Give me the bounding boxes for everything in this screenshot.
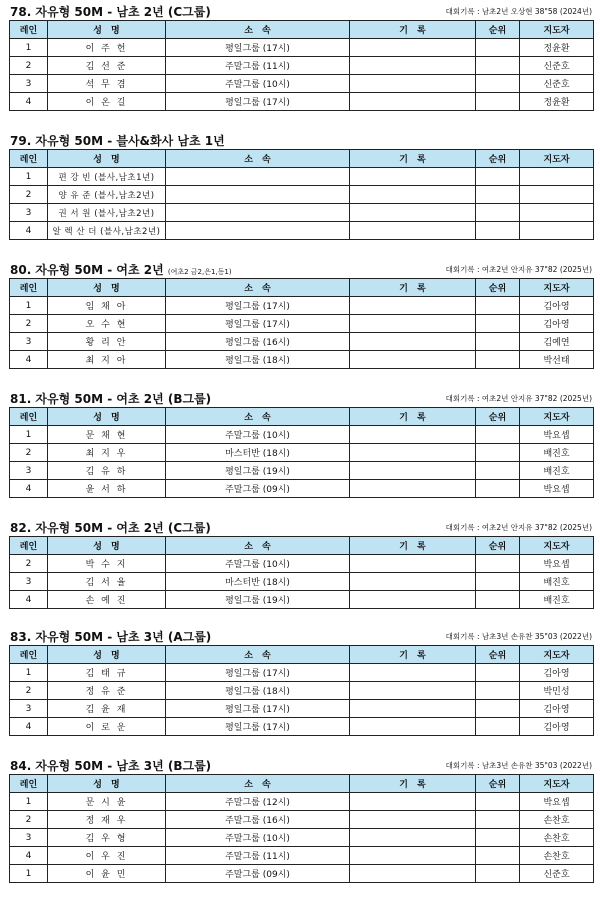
team-cell: 주말그룹 (10시) [166,829,350,847]
column-header-name: 성 명 [48,537,166,555]
column-header-record: 기 록 [350,537,476,555]
team-cell: 평일그룹 (17시) [166,700,350,718]
rank-cell [476,700,520,718]
column-header-lane: 레인 [10,21,48,39]
rank-cell [476,333,520,351]
team-cell: 평일그룹 (17시) [166,664,350,682]
event-block [9,131,593,240]
name-cell: 정 재 우 [48,811,166,829]
rank-cell [476,444,520,462]
column-header-team: 소 속 [166,775,350,793]
name-cell: 박 수 지 [48,555,166,573]
coach-cell: 신준호 [520,75,594,93]
name-cell: 이 우 진 [48,847,166,865]
name-cell: 정 유 준 [48,682,166,700]
meet-record: 대회기록 : 여초2년 안지유 37"82 (2025년) [445,265,592,274]
lane-cell: 2 [10,444,48,462]
team-cell: 주말그룹 (10시) [166,426,350,444]
record-cell [350,700,476,718]
lane-cell: 4 [10,222,48,240]
record-cell [350,847,476,865]
event-block [9,389,593,498]
record-cell [350,39,476,57]
coach-cell: 김아영 [520,700,594,718]
coach-cell: 정윤환 [520,93,594,111]
event-block [9,260,593,369]
team-cell: 주말그룹 (10시) [166,75,350,93]
column-header-record: 기 록 [350,408,476,426]
header-row [10,537,594,555]
name-cell: 김 태 규 [48,664,166,682]
coach-cell: 손찬호 [520,847,594,865]
column-header-rank: 순위 [476,21,520,39]
table-row [10,462,594,480]
name-cell: 김 서 율 [48,573,166,591]
record-cell [350,718,476,736]
heat-table [9,20,594,111]
team-cell [166,168,350,186]
team-cell: 평일그룹 (17시) [166,297,350,315]
team-cell: 마스터반 (18시) [166,573,350,591]
rank-cell [476,480,520,498]
column-header-rank: 순위 [476,408,520,426]
table-row [10,315,594,333]
heat-table [9,774,594,883]
coach-cell: 신준호 [520,865,594,883]
column-header-record: 기 록 [350,646,476,664]
lane-cell: 4 [10,591,48,609]
lane-cell: 2 [10,57,48,75]
meet-record: 대회기록 : 남초2년 오상현 38"58 (2024년) [445,7,592,16]
lane-cell: 1 [10,297,48,315]
column-header-name: 성 명 [48,279,166,297]
name-cell: 김 유 하 [48,462,166,480]
name-cell: 이 로 운 [48,718,166,736]
lane-cell: 3 [10,829,48,847]
column-header-name: 성 명 [48,646,166,664]
column-header-record: 기 록 [350,279,476,297]
header-row [10,21,594,39]
coach-cell: 김예연 [520,333,594,351]
name-cell: 문 시 윤 [48,793,166,811]
rank-cell [476,811,520,829]
coach-cell: 배진호 [520,573,594,591]
event-title-text: 81. 자유형 50M - 여초 2년 (B그룹) [10,392,212,406]
record-cell [350,793,476,811]
column-header-coach: 지도자 [520,408,594,426]
event-block [9,756,593,883]
table-row [10,57,594,75]
table-row [10,591,594,609]
lane-cell: 4 [10,480,48,498]
rank-cell [476,57,520,75]
rank-cell [476,297,520,315]
column-header-lane: 레인 [10,775,48,793]
lane-cell: 4 [10,847,48,865]
team-cell: 평일그룹 (18시) [166,351,350,369]
record-cell [350,426,476,444]
table-row [10,168,594,186]
column-header-team: 소 속 [166,21,350,39]
name-cell: 석 무 겸 [48,75,166,93]
column-header-rank: 순위 [476,775,520,793]
event-title [10,628,211,645]
meet-record: 대회기록 : 여초2년 안지유 37"82 (2025년) [445,394,592,403]
event-title-text: 84. 자유형 50M - 남초 3년 (B그룹) [10,759,212,773]
rank-cell [476,351,520,369]
rank-cell [476,426,520,444]
name-cell: 최 지 우 [48,444,166,462]
table-row [10,793,594,811]
rank-cell [476,168,520,186]
event-header [9,2,593,20]
rank-cell [476,847,520,865]
event-title-text: 79. 자유형 50M - 블사&화사 남초 1년 [10,134,225,148]
coach-cell: 신준호 [520,57,594,75]
name-cell: 이 윤 민 [48,865,166,883]
lane-cell: 4 [10,93,48,111]
event-title [10,757,211,774]
coach-cell: 정윤환 [520,39,594,57]
name-cell: 임 채 아 [48,297,166,315]
event-header [9,131,593,149]
lane-cell: 3 [10,573,48,591]
event-title [10,261,232,278]
table-row [10,444,594,462]
name-cell: 권 서 원 (블사,남초2년) [48,204,166,222]
table-row [10,333,594,351]
rank-cell [476,204,520,222]
header-row [10,408,594,426]
name-cell: 이 온 길 [48,93,166,111]
meet-record: 대회기록 : 여초2년 안지유 37"82 (2025년) [445,523,592,532]
event-subtitle: (여초2 금2,은1,동1) [167,268,232,276]
table-row [10,664,594,682]
column-header-coach: 지도자 [520,150,594,168]
table-row [10,204,594,222]
event-title-text: 82. 자유형 50M - 여초 2년 (C그룹) [10,521,211,535]
event-title-text: 80. 자유형 50M - 여초 2년 [10,263,164,277]
table-row [10,297,594,315]
record-cell [350,222,476,240]
coach-cell: 김아영 [520,664,594,682]
table-row [10,75,594,93]
team-cell: 평일그룹 (17시) [166,718,350,736]
record-cell [350,168,476,186]
lane-cell: 1 [10,168,48,186]
record-cell [350,351,476,369]
table-row [10,718,594,736]
rank-cell [476,555,520,573]
team-cell: 주말그룹 (12시) [166,793,350,811]
team-cell: 평일그룹 (19시) [166,591,350,609]
column-header-team: 소 속 [166,279,350,297]
name-cell: 황 리 안 [48,333,166,351]
lane-cell: 4 [10,351,48,369]
rank-cell [476,664,520,682]
column-header-lane: 레인 [10,279,48,297]
event-title [10,519,211,536]
column-header-name: 성 명 [48,21,166,39]
table-row [10,682,594,700]
event-title-text: 78. 자유형 50M - 남초 2년 (C그룹) [10,5,211,19]
rank-cell [476,222,520,240]
column-header-lane: 레인 [10,646,48,664]
team-cell: 평일그룹 (17시) [166,93,350,111]
header-row [10,150,594,168]
name-cell: 김 윤 재 [48,700,166,718]
event-header [9,389,593,407]
team-cell: 평일그룹 (16시) [166,333,350,351]
rank-cell [476,462,520,480]
lane-cell: 3 [10,204,48,222]
team-cell: 마스터반 (18시) [166,444,350,462]
team-cell: 주말그룹 (10시) [166,555,350,573]
lane-cell: 1 [10,793,48,811]
coach-cell: 김아영 [520,315,594,333]
column-header-name: 성 명 [48,408,166,426]
record-cell [350,480,476,498]
coach-cell [520,168,594,186]
meet-record: 대회기록 : 남초3년 손유찬 35"03 (2022년) [445,761,592,770]
rank-cell [476,682,520,700]
name-cell: 편 강 빈 (블사,남초1년) [48,168,166,186]
table-row [10,351,594,369]
team-cell [166,186,350,204]
record-cell [350,444,476,462]
team-cell: 평일그룹 (19시) [166,462,350,480]
record-cell [350,315,476,333]
coach-cell: 박요셉 [520,480,594,498]
team-cell: 주말그룹 (09시) [166,480,350,498]
column-header-coach: 지도자 [520,775,594,793]
team-cell: 주말그룹 (11시) [166,57,350,75]
coach-cell [520,222,594,240]
event-header [9,518,593,536]
column-header-coach: 지도자 [520,537,594,555]
name-cell: 김 우 형 [48,829,166,847]
coach-cell: 손찬호 [520,829,594,847]
lane-cell: 1 [10,865,48,883]
event-title [10,3,211,20]
column-header-team: 소 속 [166,646,350,664]
coach-cell: 배진호 [520,444,594,462]
rank-cell [476,591,520,609]
table-row [10,480,594,498]
column-header-rank: 순위 [476,537,520,555]
team-cell: 평일그룹 (17시) [166,315,350,333]
rank-cell [476,186,520,204]
column-header-rank: 순위 [476,646,520,664]
heat-table [9,149,594,240]
event-block [9,627,593,736]
coach-cell [520,186,594,204]
name-cell: 문 채 현 [48,426,166,444]
rank-cell [476,573,520,591]
lane-cell: 3 [10,700,48,718]
lane-cell: 2 [10,811,48,829]
coach-cell: 박선태 [520,351,594,369]
team-cell: 주말그룹 (11시) [166,847,350,865]
table-row [10,93,594,111]
column-header-team: 소 속 [166,537,350,555]
header-row [10,279,594,297]
name-cell: 이 주 헌 [48,39,166,57]
column-header-coach: 지도자 [520,279,594,297]
event-header [9,756,593,774]
event-title [10,132,225,149]
column-header-record: 기 록 [350,775,476,793]
column-header-team: 소 속 [166,408,350,426]
table-row [10,829,594,847]
table-row [10,865,594,883]
record-cell [350,93,476,111]
table-row [10,222,594,240]
table-row [10,811,594,829]
record-cell [350,57,476,75]
event-header [9,627,593,645]
column-header-record: 기 록 [350,21,476,39]
lane-cell: 2 [10,682,48,700]
rank-cell [476,315,520,333]
column-header-coach: 지도자 [520,21,594,39]
coach-cell: 김아영 [520,718,594,736]
lane-cell: 1 [10,426,48,444]
table-row [10,186,594,204]
coach-cell: 배진호 [520,591,594,609]
rank-cell [476,793,520,811]
coach-cell [520,204,594,222]
lane-cell: 3 [10,462,48,480]
coach-cell: 박요셉 [520,793,594,811]
lane-cell: 2 [10,315,48,333]
record-cell [350,573,476,591]
coach-cell: 배진호 [520,462,594,480]
team-cell: 주말그룹 (16시) [166,811,350,829]
event-block [9,518,593,609]
team-cell [166,204,350,222]
event-title-text: 83. 자유형 50M - 남초 3년 (A그룹) [10,630,212,644]
heat-table [9,536,594,609]
team-cell: 주말그룹 (09시) [166,865,350,883]
event-title [10,390,211,407]
lane-cell: 4 [10,718,48,736]
coach-cell: 손찬호 [520,811,594,829]
table-row [10,426,594,444]
column-header-rank: 순위 [476,279,520,297]
heat-table [9,407,594,498]
record-cell [350,555,476,573]
team-cell: 평일그룹 (17시) [166,39,350,57]
table-row [10,700,594,718]
record-cell [350,462,476,480]
lane-cell: 2 [10,186,48,204]
header-row [10,775,594,793]
meet-record: 대회기록 : 남초3년 손유찬 35"03 (2022년) [445,632,592,641]
coach-cell: 김아영 [520,297,594,315]
record-cell [350,682,476,700]
record-cell [350,333,476,351]
column-header-lane: 레인 [10,150,48,168]
rank-cell [476,865,520,883]
record-cell [350,297,476,315]
rank-cell [476,93,520,111]
name-cell: 손 예 진 [48,591,166,609]
column-header-rank: 순위 [476,150,520,168]
coach-cell: 박민성 [520,682,594,700]
coach-cell: 박요셉 [520,426,594,444]
column-header-name: 성 명 [48,150,166,168]
record-cell [350,829,476,847]
name-cell: 알 렉 산 더 (블사,남초2년) [48,222,166,240]
record-cell [350,186,476,204]
column-header-lane: 레인 [10,537,48,555]
name-cell: 오 수 현 [48,315,166,333]
column-header-coach: 지도자 [520,646,594,664]
table-row [10,555,594,573]
record-cell [350,811,476,829]
record-cell [350,664,476,682]
event-header [9,260,593,278]
table-row [10,573,594,591]
column-header-lane: 레인 [10,408,48,426]
record-cell [350,865,476,883]
table-row [10,847,594,865]
name-cell: 양 유 준 (블사,남초2년) [48,186,166,204]
table-row [10,39,594,57]
name-cell: 윤 서 하 [48,480,166,498]
heat-table [9,645,594,736]
record-cell [350,75,476,93]
record-cell [350,591,476,609]
team-cell: 평일그룹 (18시) [166,682,350,700]
rank-cell [476,718,520,736]
column-header-team: 소 속 [166,150,350,168]
event-block [9,2,593,111]
column-header-record: 기 록 [350,150,476,168]
column-header-name: 성 명 [48,775,166,793]
lane-cell: 2 [10,555,48,573]
lane-cell: 1 [10,664,48,682]
name-cell: 최 지 아 [48,351,166,369]
record-cell [350,204,476,222]
coach-cell: 박요셉 [520,555,594,573]
name-cell: 김 선 준 [48,57,166,75]
heat-table [9,278,594,369]
rank-cell [476,39,520,57]
rank-cell [476,829,520,847]
team-cell [166,222,350,240]
lane-cell: 3 [10,333,48,351]
lane-cell: 1 [10,39,48,57]
rank-cell [476,75,520,93]
header-row [10,646,594,664]
lane-cell: 3 [10,75,48,93]
